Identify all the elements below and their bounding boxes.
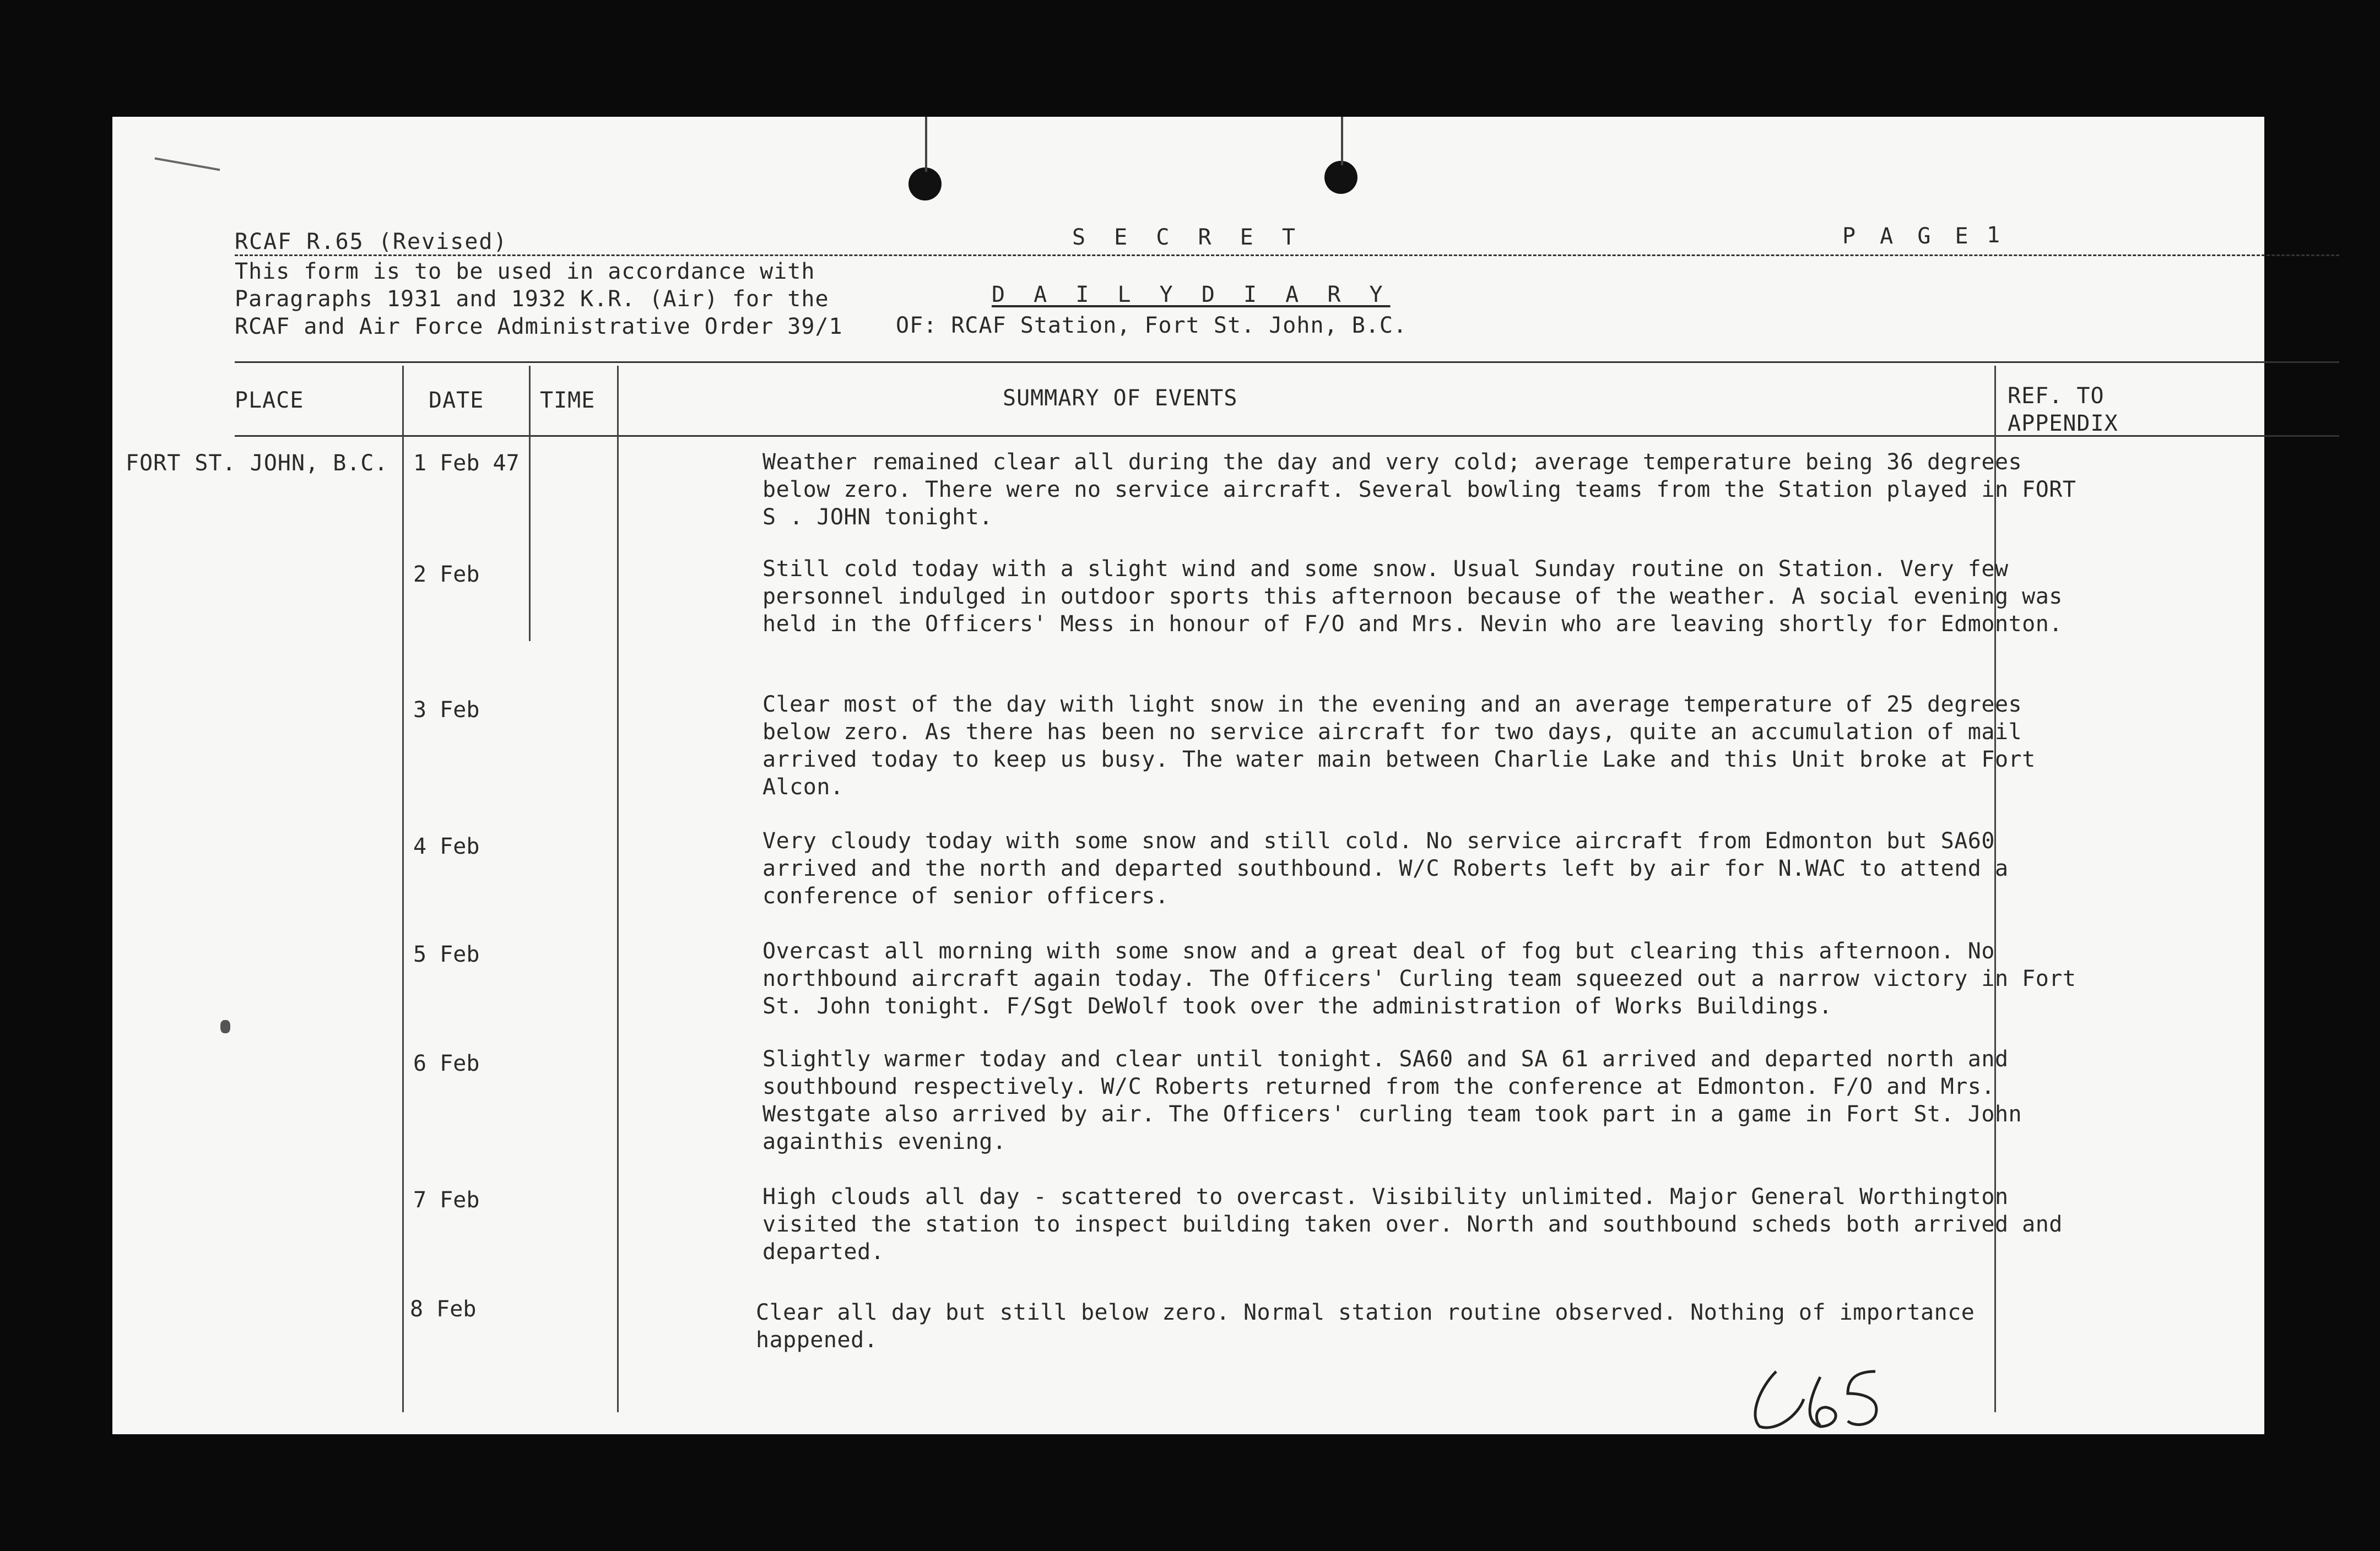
speck — [155, 158, 220, 171]
form-number: RCAF R.65 (Revised) — [235, 229, 508, 254]
place-name: FORT ST. JOHN, B.C. — [126, 451, 388, 476]
col-header-time: TIME — [540, 388, 596, 413]
diary-page — [112, 117, 2264, 1434]
entry-text: Still cold today with a slight wind and some snow. Usual Sunday routine on Station. Very few personnel indulged in outdoor sports this afternoon because of the weather. A social evening was held in the Officers' Mess in honour of F/O and Mrs. Nevin who are leaving shortly for Edmonton. — [762, 556, 2063, 637]
divider-time-summary — [617, 366, 619, 1412]
punch-hole-left — [908, 167, 942, 200]
col-header-ref-1: REF. TO — [2008, 383, 2105, 409]
entry-text: Overcast all morning with some snow and a great deal of fog but clearing this afternoon. No northbound aircraft again today. The Officers' Curling team squeezed out a narrow victory in Fort St. John tonight. F/Sgt DeWolf took over the administration of Works Buildings. — [762, 939, 2076, 1019]
divider-date-time — [529, 366, 531, 641]
page-label: P A G E — [1842, 224, 1974, 249]
instructions-line-2: Paragraphs 1931 and 1932 K.R. (Air) for the — [235, 286, 829, 312]
punch-hole-right — [1324, 161, 1357, 194]
entry-text: Very cloudy today with some snow and still cold. No service aircraft from Edmonton but SA60 arrived and the north and departed southbound. W/C Roberts left by air for N.WAC to attend a conference of senior officers. — [762, 828, 2009, 909]
entry-date: 5 Feb — [413, 942, 480, 967]
entry-text: High clouds all day - scattered to overcast. Visibility unlimited. Major General Worthington visited the station to inspect building taken over. North and southbound scheds both arrived and departed. — [762, 1184, 2063, 1265]
tag-string-left — [925, 117, 927, 172]
col-header-summary: SUMMARY OF EVENTS — [1003, 386, 1238, 411]
entry-date: 1 Feb 47 — [413, 451, 520, 476]
tag-string-right — [1341, 117, 1343, 165]
speck — [220, 1020, 230, 1033]
diary-title: D A I L Y D I A R Y — [992, 282, 1391, 307]
column-header-rule — [235, 435, 2339, 437]
page-number: 1 — [1987, 223, 2002, 248]
handwritten-folio-mark — [1738, 1355, 1914, 1443]
entry-date: 6 Feb — [413, 1051, 480, 1076]
entry-date: 4 Feb — [413, 834, 480, 859]
classification: S E C R E T — [1072, 225, 1303, 250]
divider-place-date — [402, 366, 404, 1412]
unit-name: OF: RCAF Station, Fort St. John, B.C. — [896, 313, 1408, 338]
entry-date: 2 Feb — [413, 562, 480, 587]
instructions-line-1: This form is to be used in accordance with — [235, 259, 815, 284]
entry-text: Weather remained clear all during the day and very cold; average temperature being 36 degrees below zero. There were no service aircraft. Several bowling teams from the Station played in FORT S . JOHN tonight. — [762, 449, 2076, 530]
entry-text: Clear all day but still below zero. Normal station routine observed. Nothing of importance happened. — [756, 1300, 1975, 1353]
entry-text: Clear most of the day with light snow in the evening and an average temperature of 25 degrees below zero. As there has been no service aircraft for two days, quite an accumulation of mail arrived today to keep us busy. The water main between Charlie Lake and this Unit broke at Fort Alcon. — [762, 692, 2036, 800]
col-header-ref-2: APPENDIX — [2008, 411, 2118, 436]
entry-date: 8 Feb — [410, 1297, 477, 1322]
entry-text: Slightly warmer today and clear until tonight. SA60 and SA 61 arrived and departed north and southbound respectively. W/C Roberts returned from the conference at Edmonton. F/O and Mrs. Westgate also arrived by air. The Officers' curling team took part in a game in Fort St. John againthis evening. — [762, 1046, 2022, 1154]
entry-date: 3 Feb — [413, 697, 480, 723]
col-header-place: PLACE — [235, 388, 304, 413]
instructions-line-3: RCAF and Air Force Administrative Order 39/1 — [235, 314, 843, 339]
header-rule-top — [235, 254, 2339, 256]
header-rule-bottom — [235, 361, 2339, 363]
col-header-date: DATE — [429, 388, 484, 413]
entry-date: 7 Feb — [413, 1187, 480, 1213]
